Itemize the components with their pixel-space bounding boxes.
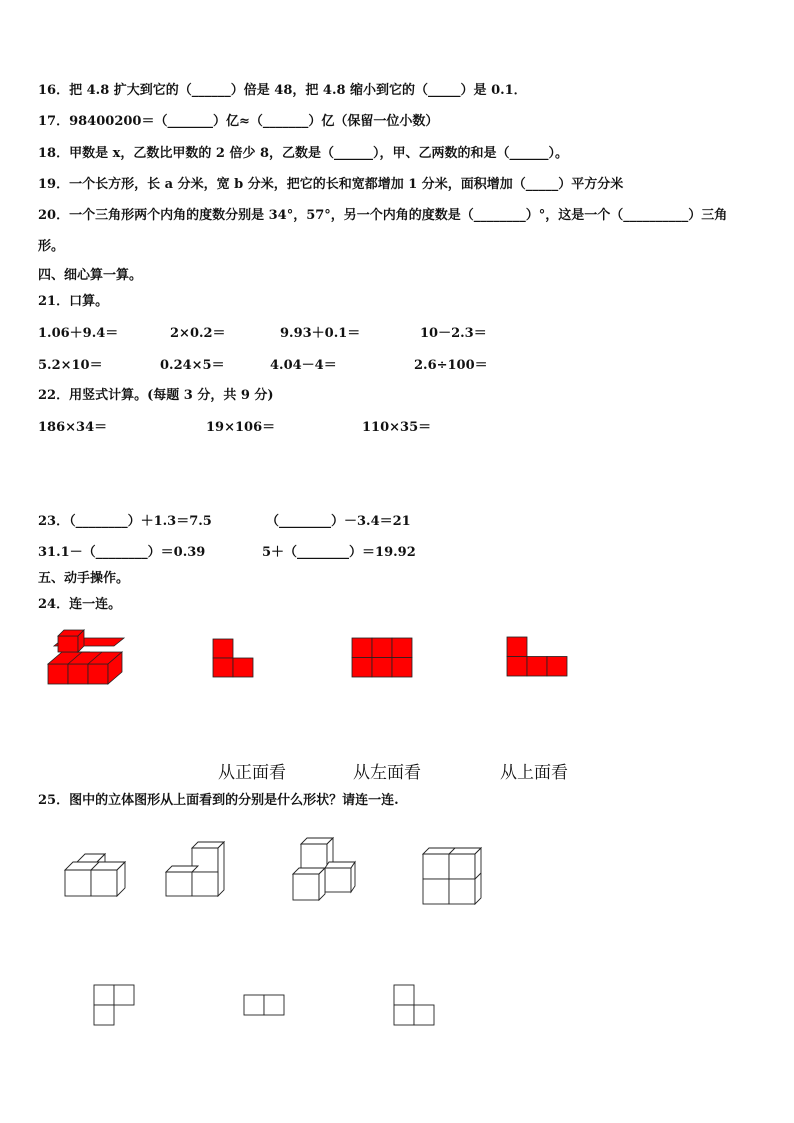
section-5-heading: 五、动手操作。 [38,571,130,586]
question-20-line2: 形。 [38,239,65,254]
oral-calc-item: 5.2×10＝ [38,358,103,373]
oral-calc-item: 2.6÷100＝ [414,358,488,373]
question-16: 16．把 4.8 扩大到它的（______）倍是 48，把 4.8 缩小到它的（_____）是 0.1． [38,83,527,98]
view-2x3-rectangle [351,637,413,678]
equation-item: 31.1－（________）＝0.39 [38,545,206,560]
vertical-calc-item: 19×106＝ [206,420,276,435]
red-cube-solid-figure [44,624,126,686]
question-25-title: 25．图中的立体图形从上面看到的分别是什么形状？请连一连. [38,793,399,808]
question-18: 18．甲数是 x，乙数比甲数的 2 倍少 8，乙数是（______），甲、乙两数的和是（______）。 [38,146,569,161]
question-21-title: 21．口算。 [38,294,109,309]
oral-calc-item: 4.04－4＝ [270,358,337,373]
question-22-title: 22．用竖式计算。(每题 3 分，共 9 分) [38,388,274,403]
top-view-shape-1 [93,984,137,1026]
view-l-shape-small [212,638,254,678]
solid-figure-1 [63,852,127,898]
oral-calc-item: 1.06＋9.4＝ [38,326,119,341]
solid-figure-3 [291,834,357,902]
vertical-calc-item: 110×35＝ [362,420,432,435]
solid-figure-2 [164,838,228,900]
question-20-line1: 20．一个三角形两个内角的度数分别是 34°，57°，另一个内角的度数是（________）°，这是一个（__________）三角 [38,208,728,223]
top-view-shape-3 [393,984,437,1026]
vertical-calc-item: 186×34＝ [38,420,108,435]
equation-item: 5＋（________）＝19.92 [262,545,416,560]
oral-calc-item: 10－2.3＝ [420,326,487,341]
question-19: 19．一个长方形，长 a 分米，宽 b 分米，把它的长和宽都增加 1 分米，面积增加（_____）平方分米 [38,177,624,192]
equation-item: （________）－3.4＝21 [266,514,411,529]
oral-calc-item: 9.93＋0.1＝ [280,326,361,341]
equation-item: 23．（________）＋1.3＝7.5 [38,514,212,529]
caption-top-view: 从上面看 [500,763,568,783]
solid-figure-4 [421,846,483,906]
view-l-shape-wide [506,636,568,677]
top-view-shape-2 [243,994,287,1016]
question-24-title: 24．连一连。 [38,597,122,612]
question-17: 17．98400200＝（_______）亿≈（_______）亿（保留一位小数） [38,114,439,129]
section-4-heading: 四、细心算一算。 [38,268,143,283]
caption-front-view: 从正面看 [218,763,286,783]
caption-left-view: 从左面看 [353,763,421,783]
oral-calc-item: 0.24×5＝ [160,358,225,373]
oral-calc-item: 2×0.2＝ [170,326,226,341]
